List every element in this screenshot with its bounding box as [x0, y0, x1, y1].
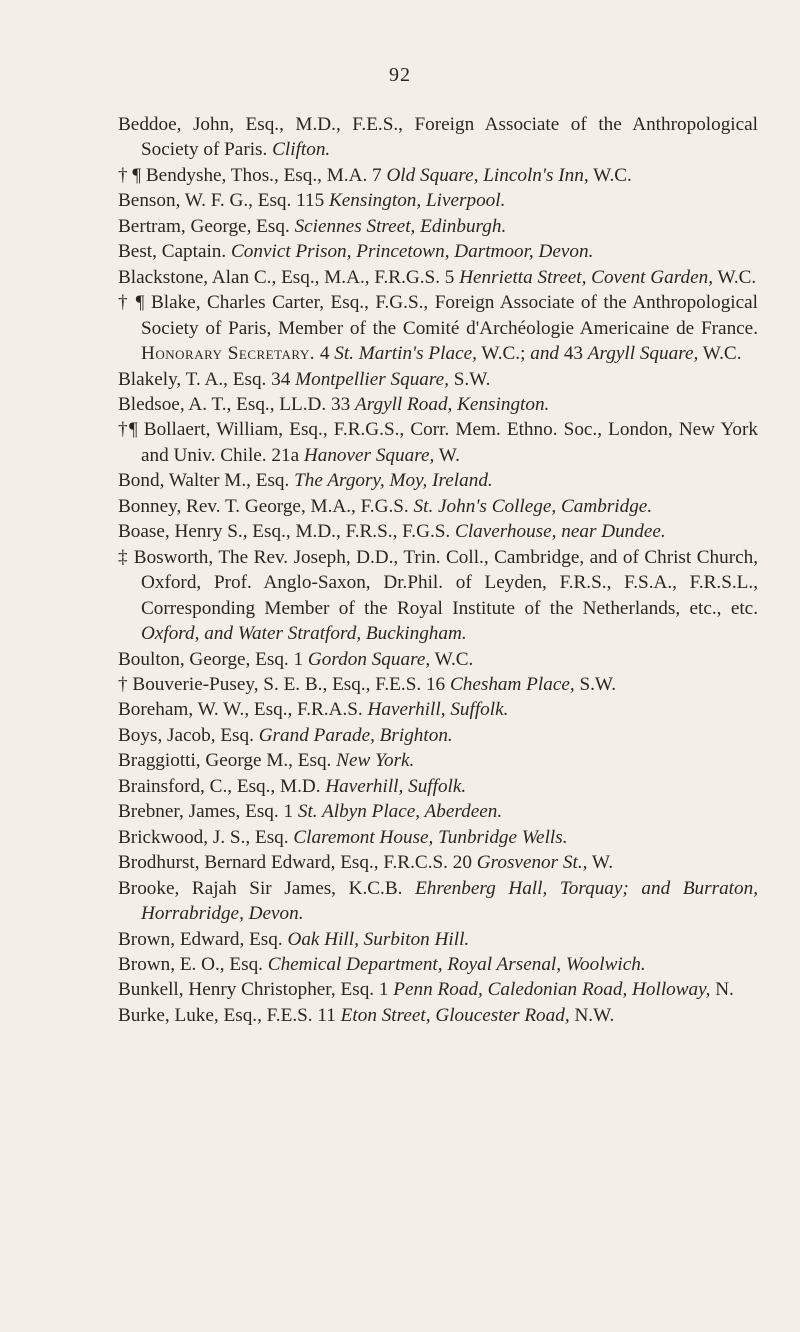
- address-text: Eton Street, Gloucester Road,: [340, 1004, 570, 1026]
- member-text: W.C.;: [476, 343, 531, 365]
- member-text: Brodhurst, Bernard Edward, Esq., F.R.C.S. 20: [118, 852, 477, 874]
- member-entry-brown-edward: [118, 927, 758, 952]
- member-text: † ¶ Bendyshe, Thos., Esq., M.A. 7: [118, 164, 387, 186]
- member-text: Brainsford, C., Esq., M.D.: [118, 775, 326, 797]
- address-text: Old Square, Lincoln's Inn,: [386, 164, 589, 186]
- member-text: † ¶ Blake, Charles Carter, Esq., F.G.S., Foreign Associate of the Anthropological Society of Paris, Member of the Comité d'Archéologie Americaine de France.: [118, 292, 758, 339]
- member-entry-burke: [118, 1003, 758, 1028]
- member-text: Burke, Luke, Esq., F.E.S. 11: [118, 1004, 341, 1026]
- member-text: N.W.: [569, 1004, 615, 1026]
- member-text: Boase, Henry S., Esq., M.D., F.R.S., F.G.S.: [118, 521, 456, 543]
- member-entry-bendyshe: [118, 163, 758, 188]
- address-text: Claremont House, Tunbridge Wells.: [293, 826, 568, 848]
- address-text: Grosvenor St.,: [476, 852, 588, 874]
- member-text: Bertram, George, Esq.: [118, 215, 295, 237]
- member-text: Boulton, George, Esq. 1: [118, 648, 308, 670]
- office-title: Honorary Secretary.: [141, 343, 316, 365]
- member-text: Bonney, Rev. T. George, M.A., F.G.S.: [118, 495, 414, 517]
- member-text: Bond, Walter M., Esq.: [118, 470, 295, 492]
- member-text: †¶ Bollaert, William, Esq., F.R.G.S., Corr. Mem. Ethno. Soc., London, New York and Univ. Chile. 21a: [118, 419, 758, 466]
- member-text: Blackstone, Alan C., Esq., M.A., F.R.G.S. 5: [118, 266, 460, 288]
- address-text: Haverhill, Suffolk.: [367, 699, 509, 721]
- member-text: W.C.: [588, 164, 632, 186]
- member-entry-benson: [118, 188, 758, 213]
- member-text: Brown, Edward, Esq.: [118, 928, 288, 950]
- member-text: Boreham, W. W., Esq., F.R.A.S.: [118, 699, 368, 721]
- member-entry-brainsford: [118, 774, 758, 799]
- address-text: St. John's College, Cambridge.: [413, 495, 653, 517]
- member-text: ‡ Bosworth, The Rev. Joseph, D.D., Trin. Coll., Cambridge, and of Christ Church, Oxford, Prof. Anglo-Saxon, Dr.Phil. of Leyden, F.R.S., F.S.A., F.R.S.L., Corresponding Member of the Royal Institute of the Netherlands, etc., etc.: [118, 546, 758, 619]
- address-text: St. Albyn Place, Aberdeen.: [297, 801, 503, 823]
- member-text: Beddoe, John, Esq., M.D., F.E.S., Foreign Associate of the Anthropological Society of Paris.: [118, 114, 758, 161]
- member-entry-bouverie: [118, 672, 758, 697]
- member-entry-blakely: [118, 367, 758, 392]
- address-text: Montpellier Square,: [295, 368, 449, 390]
- address-text: Kensington, Liverpool.: [328, 190, 506, 212]
- address-text: Gordon Square,: [307, 648, 431, 670]
- member-text: N.: [710, 979, 734, 1001]
- address-text: St. Martin's Place,: [334, 343, 477, 365]
- member-entry-boulton: [118, 647, 758, 672]
- address-text: Chesham Place,: [449, 673, 575, 695]
- member-text: W.: [434, 444, 460, 466]
- member-entry-brebner: [118, 799, 758, 824]
- member-text: W.: [587, 852, 614, 874]
- member-text: Bledsoe, A. T., Esq., LL.D. 33: [118, 393, 355, 415]
- member-text: 4: [315, 343, 335, 365]
- member-entry-bollaert: [118, 417, 758, 468]
- member-entry-beddoe: [118, 112, 758, 163]
- address-text: Oak Hill, Surbiton Hill.: [287, 928, 470, 950]
- address-text: Sciennes Street, Edinburgh.: [294, 215, 507, 237]
- member-entry-braggiotti: [118, 748, 758, 773]
- address-text: Grand Parade, Brighton.: [258, 724, 453, 746]
- member-text: Braggiotti, George M., Esq.: [118, 750, 337, 772]
- member-entry-boase: [118, 519, 758, 544]
- address-text: Chemical Department, Royal Arsenal, Woolwich.: [267, 953, 646, 975]
- member-text: Brown, E. O., Esq.: [118, 953, 268, 975]
- member-entry-bonney: [118, 494, 758, 519]
- member-text: Blakely, T. A., Esq. 34: [118, 368, 296, 390]
- address-text: and: [530, 343, 560, 365]
- member-entry-boys: [118, 723, 758, 748]
- member-text: 43: [559, 343, 588, 365]
- member-text: Brickwood, J. S., Esq.: [118, 826, 294, 848]
- address-text: Haverhill, Suffolk.: [325, 775, 467, 797]
- member-entry-bond: [118, 468, 758, 493]
- address-text: Ehrenberg Hall, Torquay; and Burraton, Horrabridge, Devon.: [141, 877, 758, 925]
- member-text: Brebner, James, Esq. 1: [118, 801, 298, 823]
- address-text: New York.: [336, 750, 415, 772]
- member-entry-brodhurst: [118, 850, 758, 875]
- member-text: W.C.: [430, 648, 474, 670]
- address-text: Argyll Road, Kensington.: [355, 393, 550, 415]
- address-text: Oxford, and Water Stratford, Buckingham.: [141, 623, 467, 645]
- address-text: The Argory, Moy, Ireland.: [294, 470, 493, 492]
- address-text: Convict Prison, Princetown, Dartmoor, Devon.: [230, 241, 594, 263]
- address-text: Penn Road, Caledonian Road, Holloway,: [393, 979, 711, 1001]
- member-entry-brooke: [118, 876, 758, 927]
- member-entry-brown-eo: [118, 952, 758, 977]
- address-text: Claverhouse, near Dundee.: [455, 521, 666, 543]
- member-text: W.C.: [713, 266, 757, 288]
- member-entry-bertram: [118, 214, 758, 239]
- member-text: Benson, W. F. G., Esq. 115: [118, 190, 329, 212]
- member-entry-boreham: [118, 697, 758, 722]
- member-entry-bosworth: [118, 545, 758, 647]
- member-list: [118, 112, 758, 1028]
- member-entry-best: [118, 239, 758, 264]
- address-text: Henrietta Street, Covent Garden,: [459, 266, 714, 288]
- address-text: Hanover Square,: [303, 444, 435, 466]
- member-text: W.C.: [698, 343, 742, 365]
- page-number: 92: [389, 64, 411, 86]
- member-entry-brickwood: [118, 825, 758, 850]
- member-text: S.W.: [448, 368, 491, 390]
- member-entry-bunkell: [118, 977, 758, 1002]
- member-text: Bunkell, Henry Christopher, Esq. 1: [118, 979, 394, 1001]
- member-text: Brooke, Rajah Sir James, K.C.B.: [118, 877, 416, 899]
- member-entry-blake: [118, 290, 758, 366]
- member-text: S.W.: [574, 673, 617, 695]
- member-text: Boys, Jacob, Esq.: [118, 724, 259, 746]
- member-entry-blackstone: [118, 265, 758, 290]
- member-entry-bledsoe: [118, 392, 758, 417]
- member-text: Best, Captain.: [118, 241, 231, 263]
- member-text: † Bouverie-Pusey, S. E. B., Esq., F.E.S. 16: [118, 673, 450, 695]
- address-text: Argyll Square,: [587, 343, 699, 365]
- address-text: Clifton.: [272, 139, 331, 161]
